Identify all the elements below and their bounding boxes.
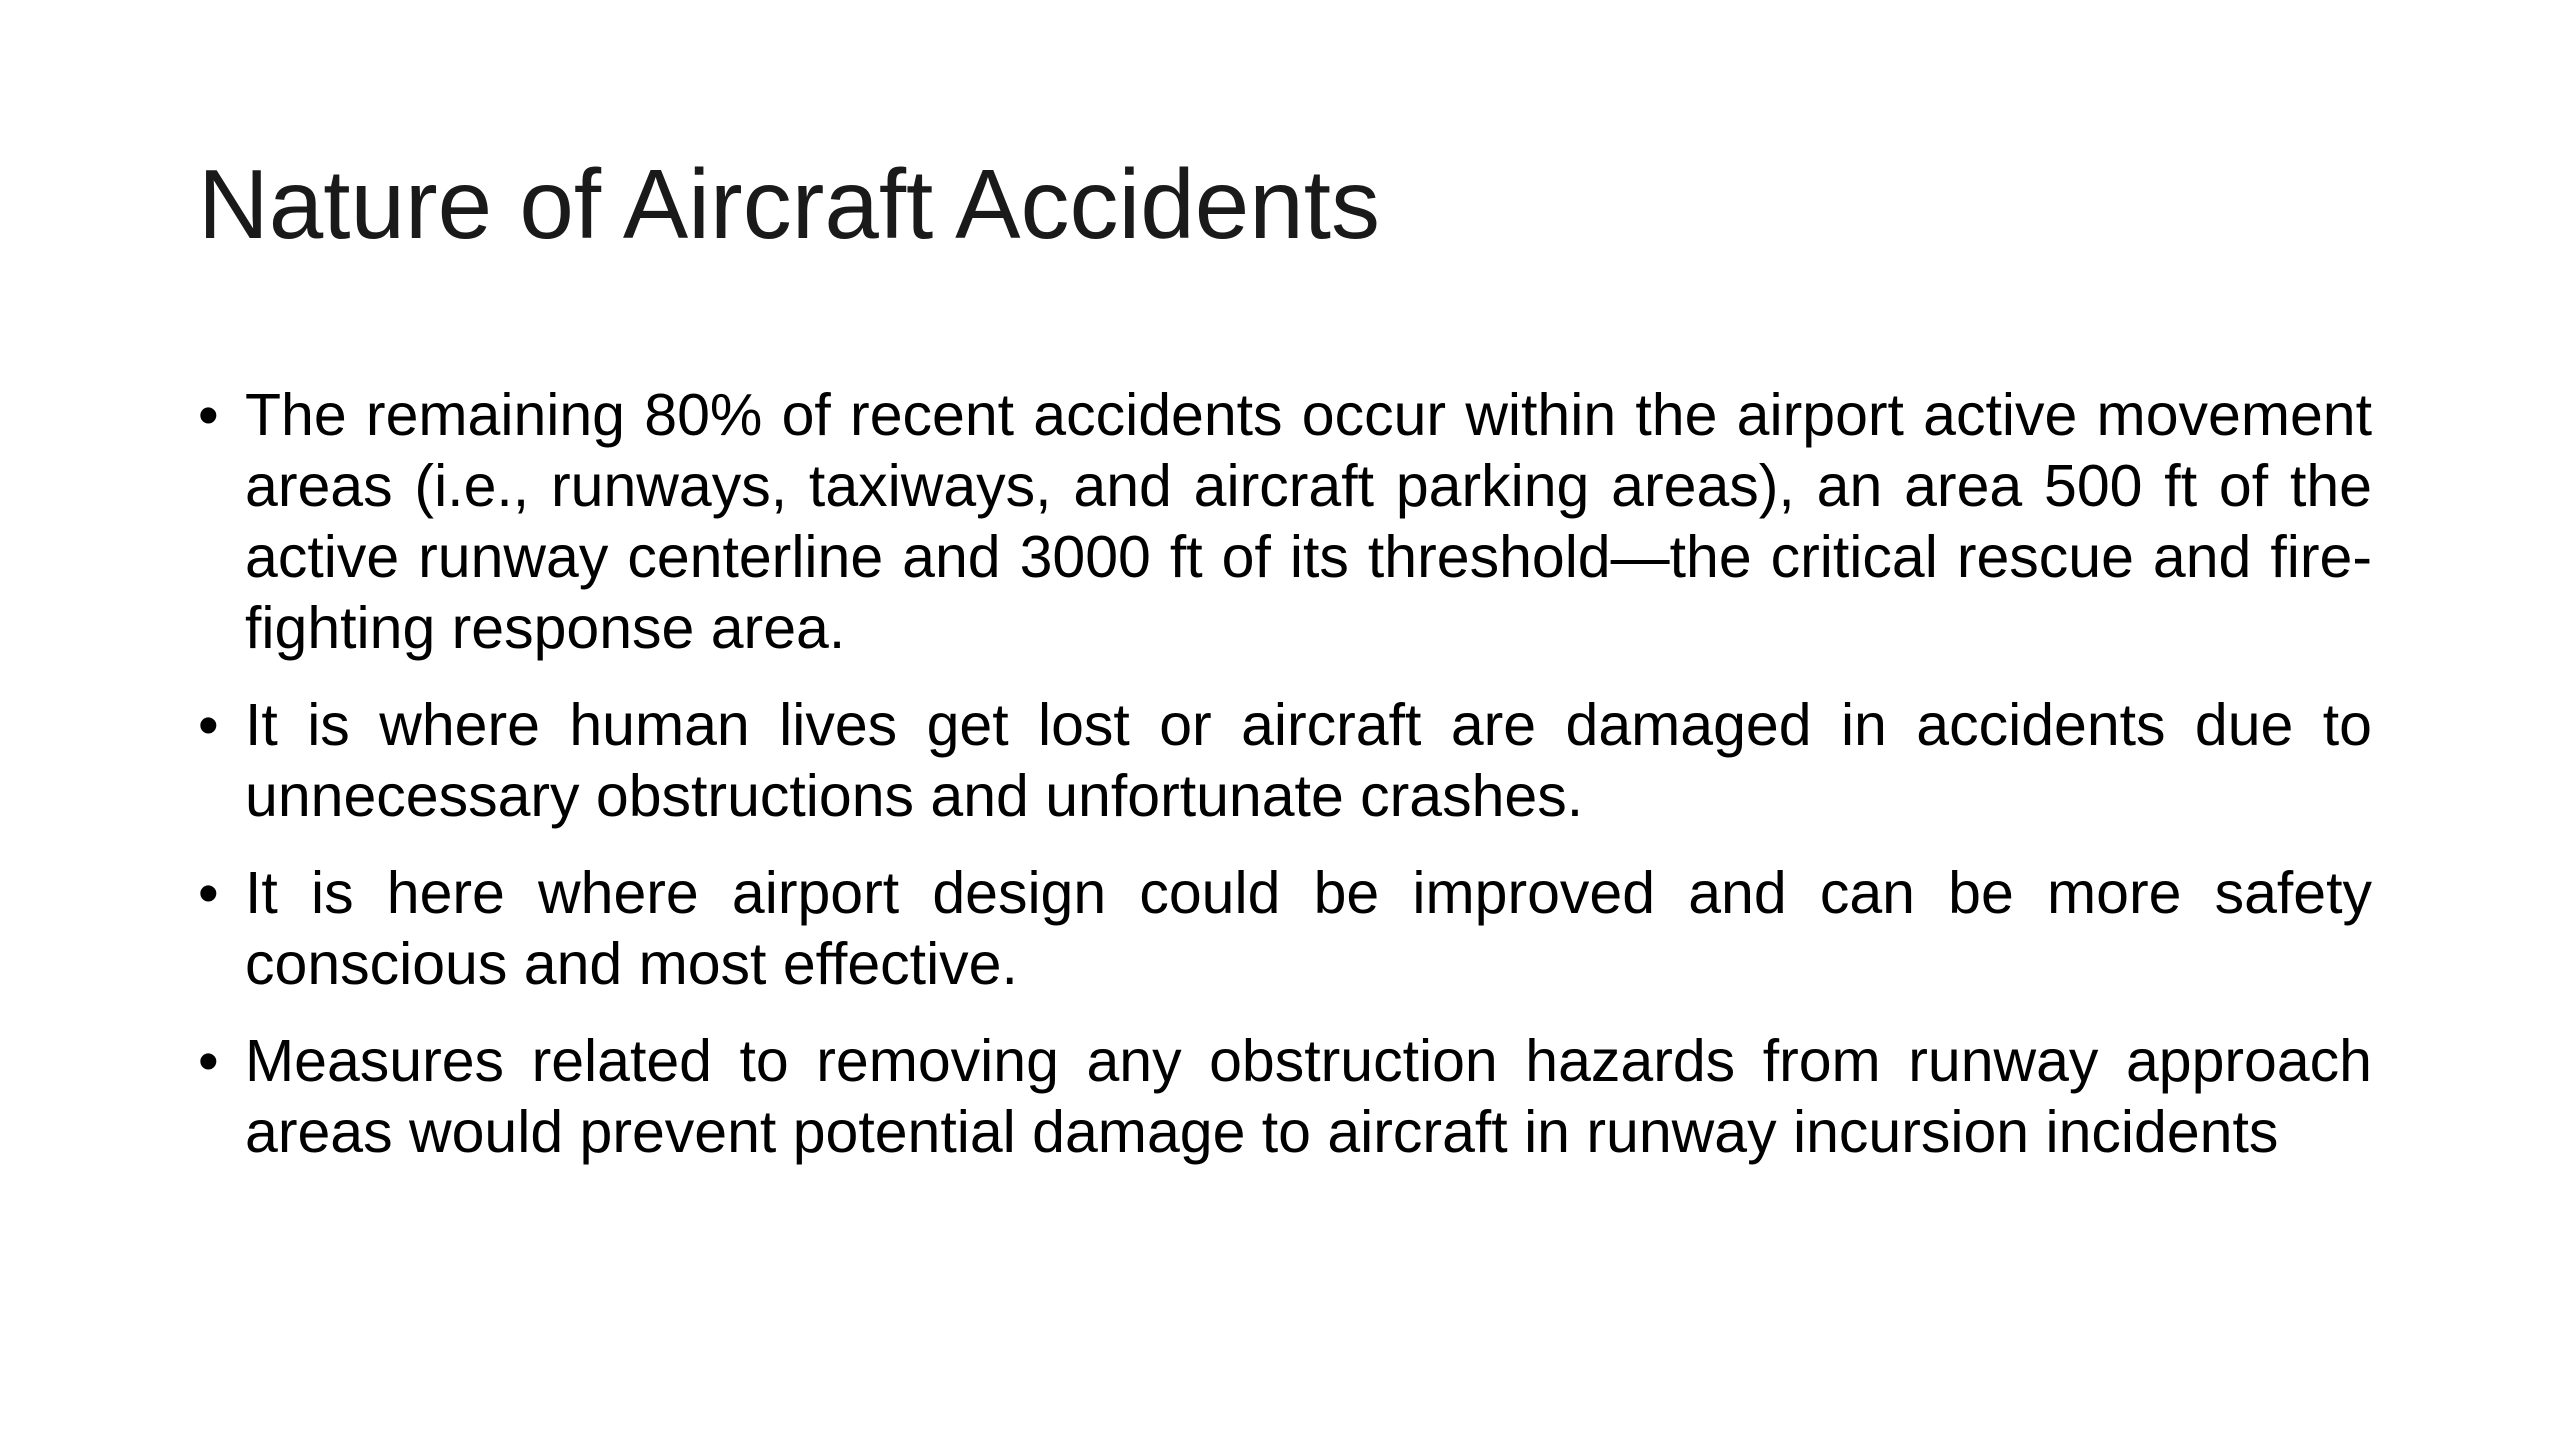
bullet-dot-icon: • (198, 860, 219, 926)
bullet-item (198, 690, 2372, 832)
bullet-text: Measures related to removing any obstruction hazards from runway approach areas would prevent potential damage to aircraft in runway incursion incidents (245, 1028, 2372, 1165)
bullet-item (198, 1026, 2372, 1168)
bullet-item (198, 380, 2372, 664)
bullet-list (198, 380, 2372, 1194)
bullet-text: It is where human lives get lost or aircraft are damaged in accidents due to unnecessary obstructions and unfortunate crashes. (245, 692, 2372, 829)
bullet-dot-icon: • (198, 692, 219, 758)
slide-title: Nature of Aircraft Accidents (198, 149, 1380, 259)
bullet-item (198, 858, 2372, 1000)
bullet-dot-icon: • (198, 382, 219, 448)
bullet-text: The remaining 80% of recent accidents occur within the airport active movement areas (i.e., runways, taxiways, and aircraft parking areas), an area 500 ft of the active runway centerline and 3000 ft of its threshold—the critical rescue and fire-fighting response area. (245, 382, 2372, 661)
bullet-text: It is here where airport design could be improved and can be more safety conscious and most effective. (245, 860, 2372, 997)
bullet-dot-icon: • (198, 1028, 219, 1094)
